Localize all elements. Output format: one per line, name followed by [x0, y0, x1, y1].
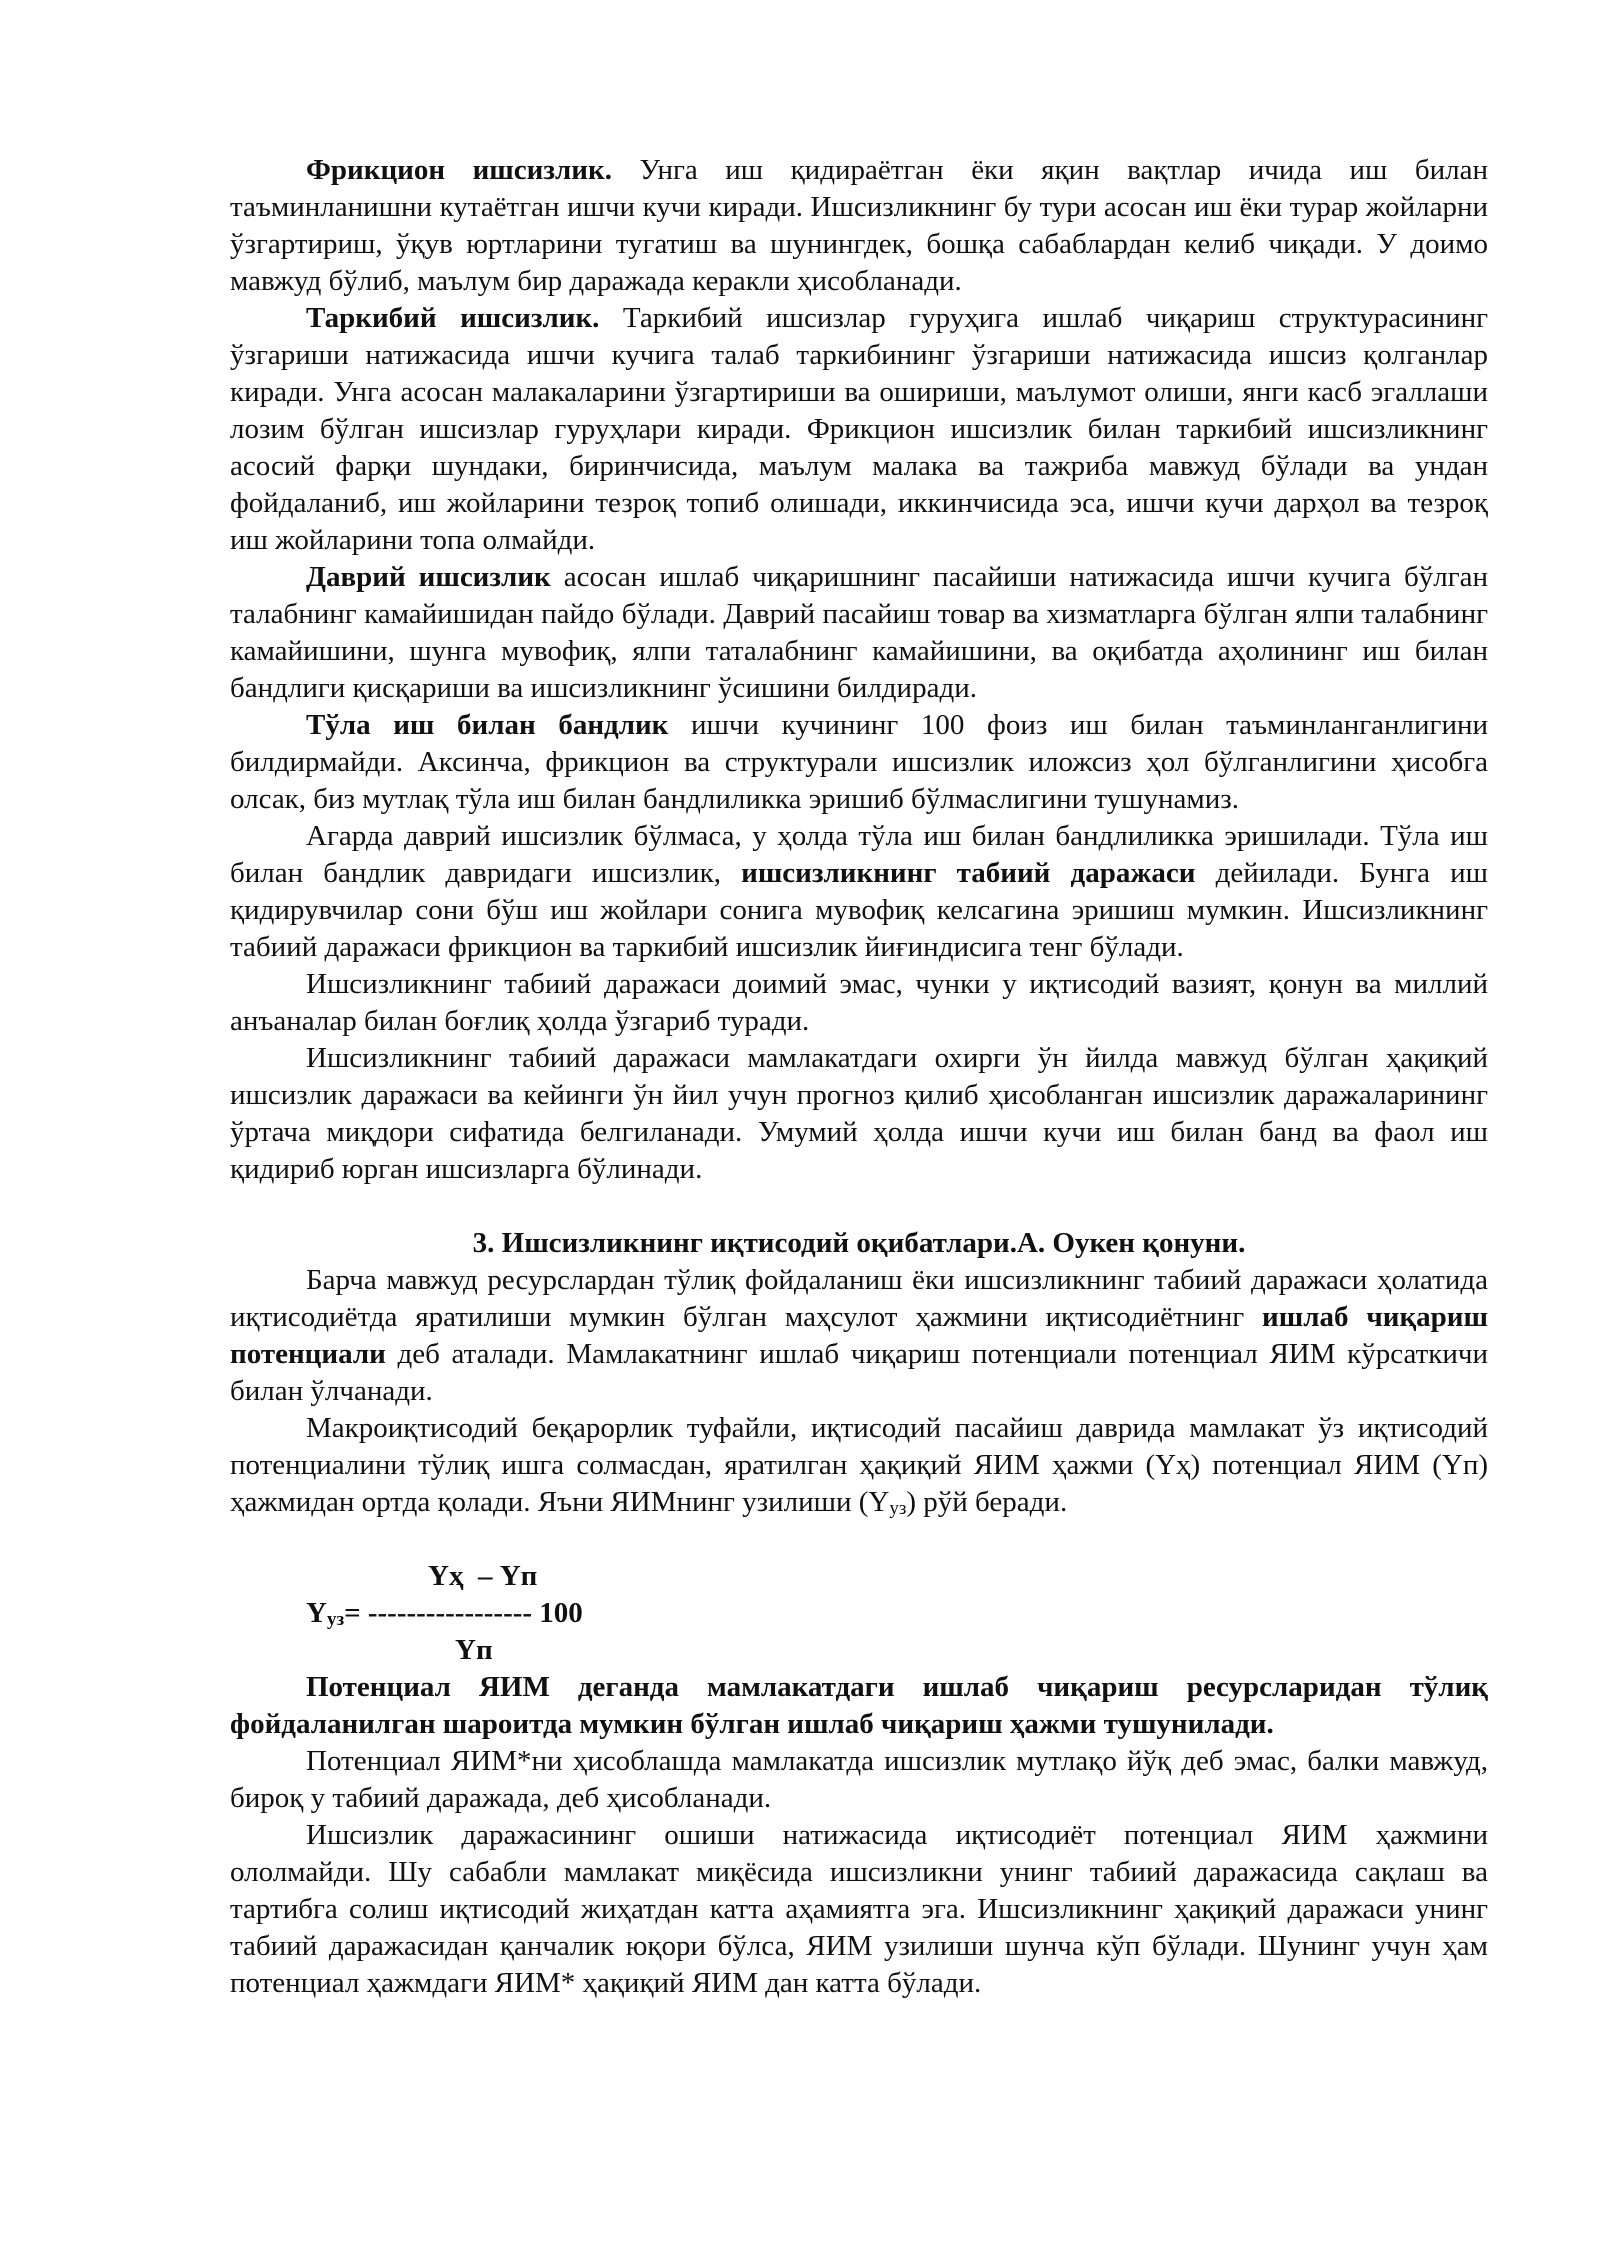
paragraph-text: дейилади. Бунга иш қидирувчилар сони бўш иш жойлари сонига мувофиқ келсагина эришиш мумкин. Ишсизликнинг табиий даражаси фрикцион ва таркибий ишсизлик йиғиндисига тенг бўлади. [230, 857, 1488, 963]
paragraph-text: Ишсизлик даражасининг ошиши натижасида иқтисодиёт потенциал ЯИМ ҳажмини ололмайди. Шу сабабли мамлакат миқёсида ишсизликни унинг табиий даражасида сақлаш ва тартибга солиш иқтисодий жиҳатдан катта аҳамиятга эга. Ишсизликнинг ҳақиқий даражаси унинг табиий даражасидан қанчалик юқори бўлса, ЯИМ узилиши шунча кўп бўлади. Шунинг учун ҳам потенциал ҳажмдаги ЯИМ* ҳақиқий ЯИМ дан катта бўлади. [230, 1819, 1488, 1999]
paragraph-text: Барча мавжуд ресурслардан тўлиқ фойдаланиш ёки ишсизликнинг табиий даражаси ҳолатида иқтисодиётда яратилиши мумкин бўлган маҳсулот ҳажмини иқтисодиётнинг [230, 1264, 1488, 1333]
term-production-potential: ишлаб чиқариш потенциали [230, 1301, 1488, 1370]
paragraph-frictional [230, 152, 1488, 300]
paragraph-potential-gdp-calc [230, 1743, 1488, 1817]
document-page [230, 152, 1488, 2002]
formula-line [306, 1595, 583, 1632]
section-heading: 3. Ишсизликнинг иқтисодий оқибатлари.А. Оукен қонуни. [472, 1227, 1246, 1259]
term-full-employment: Тўла иш билан бандлик [306, 709, 669, 741]
term-frictional: Фрикцион ишсизлик. [306, 154, 612, 186]
paragraph-text: Унга иш қидираётган ёки яқин вақтлар ичида иш билан таъминланишни кутаётган ишчи кучи киради. Ишсизликнинг бу тури асосан иш ёки турар жойларни ўзгартириш, ўқув юртларини тугатиш ва шунингдек, бошқа сабаблардан келиб чиқади. У доимо мавжуд бўлиб, маълум бир даражада керакли ҳисобланади. [230, 154, 1488, 297]
formula-lhs: Y [306, 1597, 327, 1629]
paragraph-text: Потенциал ЯИМ*ни ҳисоблашда мамлакатда ишсизлик мутлақо йўқ деб эмас, балки мавжуд, бироқ у табиий даражада, деб ҳисобланади. [230, 1745, 1488, 1814]
paragraph-text: ишчи кучининг 100 фоиз иш билан таъминланганлигини билдирмайди. Аксинча, фрикцион ва структурали ишсизлик иложсиз ҳол бўлганлигини ҳисобга олсак, биз мутлақ тўла иш билан бандлиликка эришиб бўлмаслигини тушунамиз. [230, 709, 1489, 815]
formula-fraction-bar: = ----------------- 100 [344, 1597, 583, 1629]
paragraph-text: ) рўй беради. [906, 1486, 1068, 1518]
paragraph-gdp-gap [230, 1410, 1488, 1521]
term-structural: Таркибий ишсизлик. [306, 302, 600, 334]
paragraph-natural-rate-definition [230, 1040, 1488, 1188]
paragraph-text: асосан ишлаб чиқаришнинг пасайиши натижасида ишчи кучига бўлган талабнинг камайишидан пайдо бўлади. Даврий пасайиш товар ва хизматларга бўлган ялпи талабнинг камайишини, шунга мувофиқ, ялпи таталабнинг камайишини, ва оқибатда аҳолининг иш билан бандлиги қисқариши ва ишсизликнинг ўсишини билдиради. [230, 561, 1488, 704]
term-potential-gdp: Потенциал ЯИМ деганда мамлакатдаги ишлаб чиқариш ресурсларидан тўлиқ фойдаланилган шароитда мумкин бўлган ишлаб чиқариш ҳажми тушунилади. [230, 1671, 1488, 1740]
paragraph-cyclical [230, 559, 1488, 707]
paragraph-natural-rate-variable [230, 966, 1488, 1040]
gdp-gap-formula [230, 1558, 1488, 1669]
paragraph-text: Макроиқтисодий беқарорлик туфайли, иқтисодий пасайиш даврида мамлакат ўз иқтисодий потенциалини тўлиқ ишга солмасдан, яратилган ҳақиқий ЯИМ ҳажми (Yҳ) потенциал ЯИМ (Yп) ҳажмидан ортда қолади. Яъни ЯИМнинг узилиши (Y [230, 1412, 1488, 1518]
paragraph-full-employment [230, 707, 1488, 818]
paragraph-structural [230, 300, 1488, 559]
paragraph-text: Таркибий ишсизлар гуруҳига ишлаб чиқариш структурасининг ўзгариши натижасида ишчи кучига талаб таркибининг ўзгариши натижасида ишсиз қолганлар киради. Унга асосан малакаларини ўзгартириши ва ошириши, маълумот олиши, янги касб эгаллаши лозим бўлган ишсизлар гуруҳлари киради. Фрикцион ишсизлик билан таркибий ишсизликнинг асосий фарқи шундаки, биринчисида, маълум малака ва тажриба мавжуд бўлади ва ундан фойдаланиб, иш жойларини тезроқ топиб олишади, иккинчисида эса, ишчи кучи дарҳол ва тезроқ иш жойларини топа олмайди. [230, 302, 1489, 556]
paragraph-text: деб аталади. Мамлакатнинг ишлаб чиқариш потенциали потенциал ЯИМ кўрсаткичи билан ўлчанади. [230, 1338, 1488, 1407]
paragraph-production-potential [230, 1262, 1488, 1410]
paragraph-natural-rate [230, 818, 1488, 966]
formula-denominator: Yп [455, 1634, 493, 1666]
formula-numerator: Yҳ – Yп [428, 1560, 538, 1592]
paragraph-text: Ишсизликнинг табиий даражаси доимий эмас, чунки у иқтисодий вазият, қонун ва миллий анъаналар билан боғлиқ ҳолда ўзгариб туради. [230, 968, 1488, 1037]
paragraph-unemployment-growth [230, 1817, 1488, 2002]
formula-lhs-subscript: уз [326, 1609, 345, 1630]
paragraph-potential-gdp-definition [230, 1669, 1488, 1743]
term-cyclical: Даврий ишсизлик [306, 561, 551, 593]
paragraph-text: Ишсизликнинг табиий даражаси мамлакатдаги охирги ўн йилда мавжуд бўлган ҳақиқий ишсизлик даражаси ва кейинги ўн йил учун прогноз қилиб ҳисобланган ишсизлик даражаларининг ўртача миқдори сифатида белгиланади. Умумий ҳолда ишчи кучи иш билан банд ва фаол иш қидириб юрган ишсизларга бўлинади. [230, 1042, 1488, 1185]
term-natural-rate: ишсизликнинг табиий даражаси [741, 857, 1196, 889]
subscript: уз [889, 1498, 907, 1519]
paragraph-text: Агарда даврий ишсизлик бўлмаса, у ҳолда тўла иш билан бандлиликка эришилади. Тўла иш билан бандлик давридаги ишсизлик, [230, 820, 1488, 889]
